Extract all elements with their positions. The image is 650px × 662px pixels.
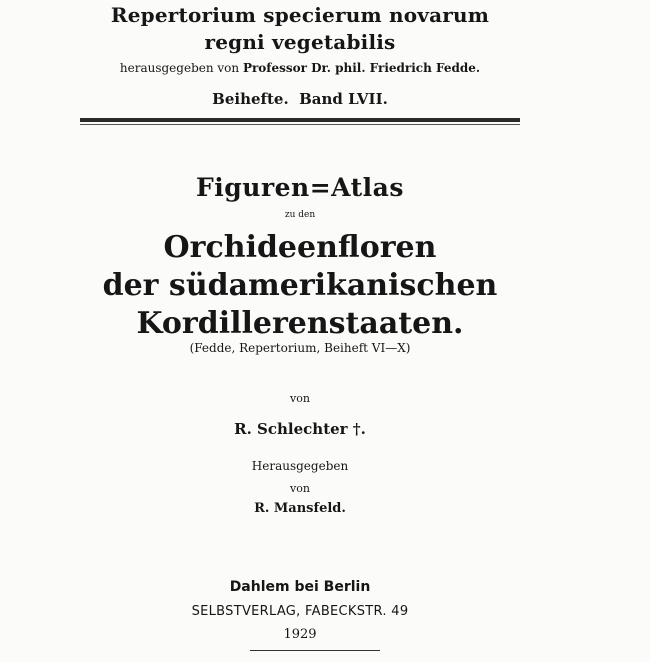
series-volume: Beihefte. Band LVII.: [212, 90, 388, 108]
series-editor-line: [60, 61, 540, 75]
series-editor-name: Professor Dr. phil. Friedrich Fedde.: [242, 61, 481, 75]
reference-note: (Fedde, Repertorium, Beiheft VI—X): [189, 341, 411, 355]
connector-zu-den: zu den: [284, 210, 316, 220]
imprint-year: 1929: [283, 627, 317, 642]
imprint-publisher: SELBSTVERLAG, FABECKSTR. 49: [191, 604, 409, 619]
header-rule-thick: [80, 118, 520, 122]
author-name: R. Schlechter †.: [234, 420, 366, 438]
atlas-title: Figuren=Atlas: [196, 173, 404, 202]
main-title-line-1: Orchideenfloren: [163, 230, 437, 265]
imprint-place: Dahlem bei Berlin: [229, 579, 371, 595]
editor-name: R. Mansfeld.: [254, 501, 346, 516]
series-title-line-1: Repertorium specierum novarum: [110, 3, 490, 27]
series-title-line-2: regni vegetabilis: [204, 30, 396, 54]
edited-label: Herausgegeben: [251, 459, 349, 473]
header-rule-thin: [80, 124, 520, 125]
by-label: von: [290, 392, 310, 405]
main-title-line-3: Kordillerenstaaten.: [136, 306, 464, 341]
series-editor-prefix: herausgegeben von: [119, 61, 240, 75]
main-title-line-2: der südamerikanischen: [102, 268, 498, 303]
edited-by-label: von: [290, 482, 310, 495]
footer-rule: [250, 650, 380, 651]
title-page-column: [60, 0, 540, 662]
